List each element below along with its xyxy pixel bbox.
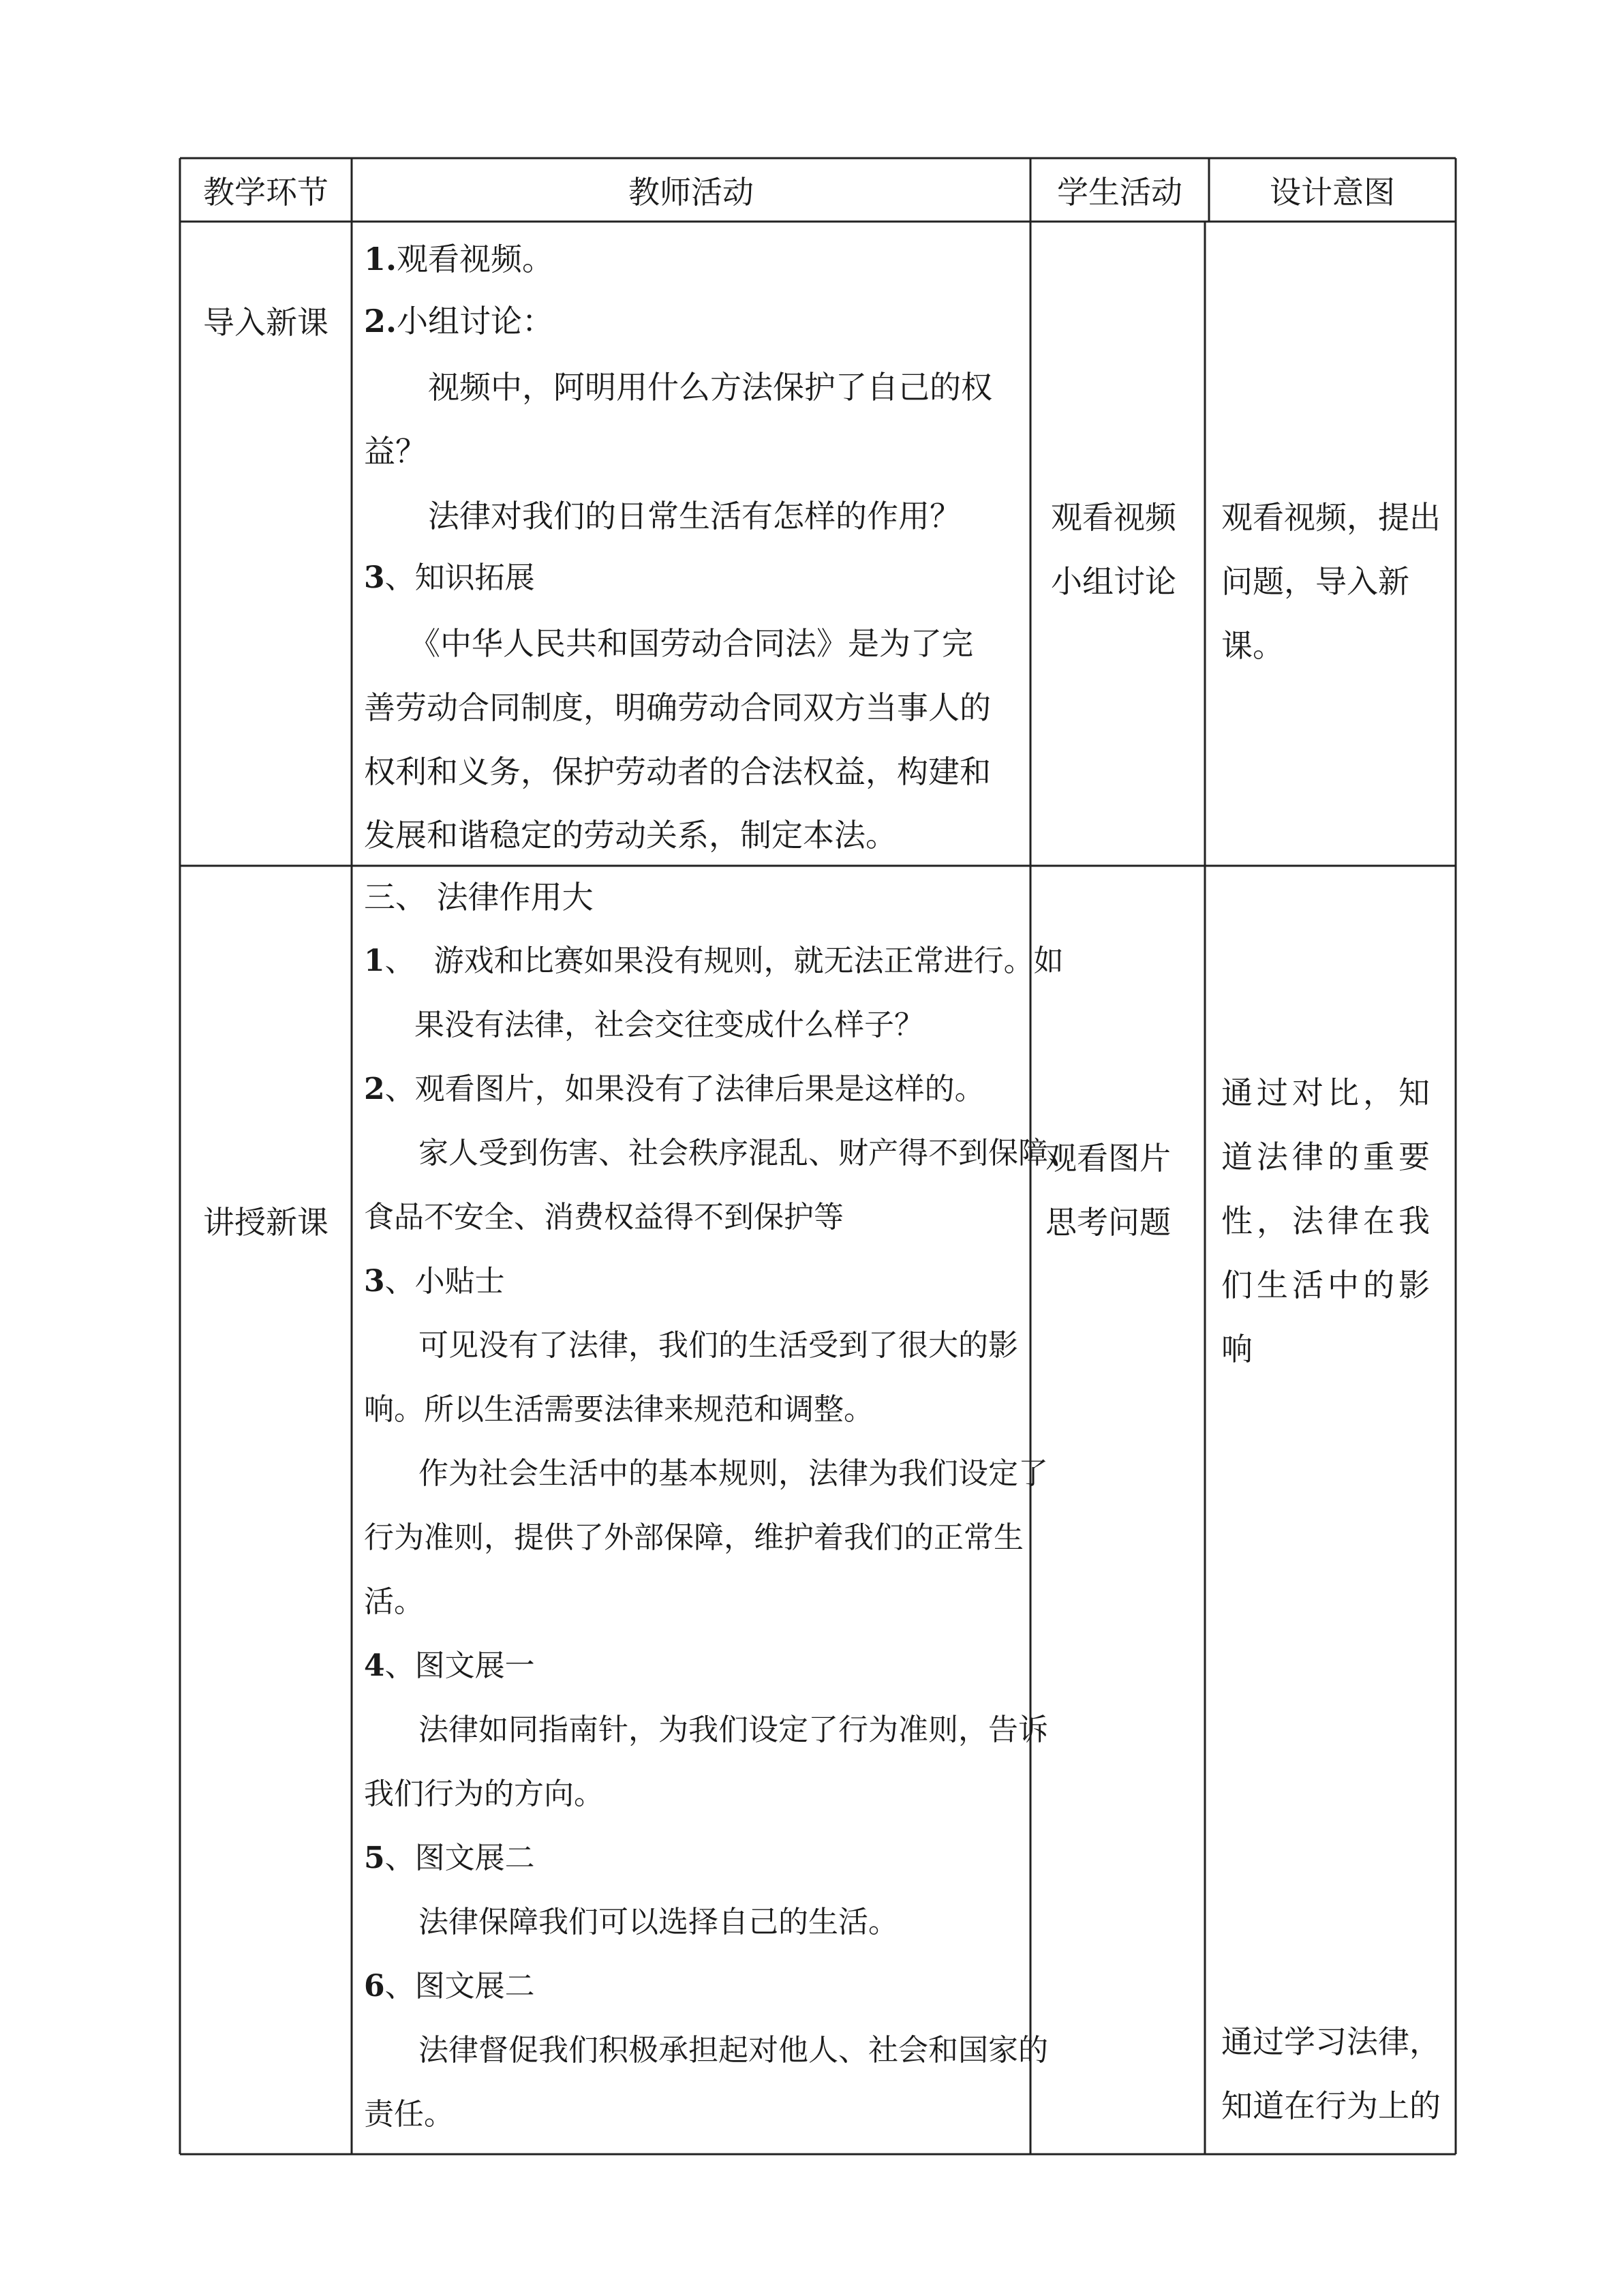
row2-teacher-line: 作为社会生活中的基本规则，法律为我们设定了 xyxy=(418,1456,1048,1491)
row2-teacher-line: 3、小贴士 xyxy=(364,1264,505,1299)
row1-teacher-line: 《中华人民共和国劳动合同法》是为了完 xyxy=(409,625,973,662)
row1-teacher-line: 善劳动合同制度，明确劳动合同双方当事人的 xyxy=(364,689,991,726)
row2-teacher-line: 5、图文展二 xyxy=(364,1841,535,1875)
row2-design-line: 道法律的重要 xyxy=(1221,1138,1434,1175)
row2-design-line: 通过对比，知 xyxy=(1221,1074,1434,1111)
row2-teacher-line: 法律保障我们可以选择自己的生活。 xyxy=(418,1905,898,1939)
row2-design-line: 们生活中的影 xyxy=(1221,1267,1434,1303)
row1-design-line: 观看视频，提出 xyxy=(1221,499,1441,536)
row2-teacher-line: 我们行为的方向。 xyxy=(364,1777,604,1811)
row2-design-line: 响 xyxy=(1221,1331,1253,1368)
row2-teacher-line: 2、观看图片，如果没有了法律后果是这样的。 xyxy=(364,1072,985,1106)
row1-teacher-line: 发展和谐稳定的劳动关系，制定本法。 xyxy=(364,817,897,854)
row1-teacher-line: 3、知识拓展 xyxy=(364,560,535,595)
header-student-label: 学生活动 xyxy=(1057,173,1182,211)
row2-teacher-line: 法律督促我们积极承担起对他人、社会和国家的 xyxy=(418,2033,1048,2068)
row2-teacher-line: 责任。 xyxy=(364,2097,454,2132)
header-teacher-label: 教师活动 xyxy=(628,173,754,211)
row2-teacher-line: 果没有法律，社会交往变成什么样子？ xyxy=(414,1008,924,1042)
row1-teacher-line: 1.观看视频。 xyxy=(364,241,554,277)
row2-teacher-line: 可见没有了法律，我们的生活受到了很大的影 xyxy=(418,1328,1018,1363)
row2-design-line: 通过学习法律， xyxy=(1221,2023,1441,2060)
row1-stage-label: 导入新课 xyxy=(203,304,328,341)
row1-teacher-line: 2.小组讨论： xyxy=(364,303,554,339)
row1-teacher-line: 视频中，阿明用什么方法保护了自己的权 xyxy=(428,369,992,406)
row1-design-line: 课。 xyxy=(1221,627,1284,664)
header-design xyxy=(1209,158,1456,222)
row2-teacher-line: 4、图文展一 xyxy=(364,1648,535,1683)
row2-teacher-line: 活。 xyxy=(364,1584,424,1619)
row1-student-line: 小组讨论 xyxy=(1051,563,1176,600)
row2-teacher-line: 家人受到伤害、社会秩序混乱、财产得不到保障、 xyxy=(418,1136,1078,1170)
row2-design-line: 知道在行为上的 xyxy=(1221,2087,1441,2124)
row2-teacher-line: 响。所以生活需要法律来规范和调整。 xyxy=(364,1392,874,1427)
row1-student-line: 观看视频 xyxy=(1051,499,1176,536)
row2-stage-label: 讲授新课 xyxy=(203,1204,328,1241)
row2-teacher-line: 行为准则，提供了外部保障，维护着我们的正常生 xyxy=(364,1520,1024,1555)
row1-stage xyxy=(180,273,352,368)
row2-student-line: 观看图片 xyxy=(1045,1140,1171,1177)
row2-stage xyxy=(180,1173,352,1268)
row2-student-line: 思考问题 xyxy=(1045,1204,1171,1241)
header-design-label: 设计意图 xyxy=(1270,173,1395,211)
row1-teacher-line: 法律对我们的日常生活有怎样的作用？ xyxy=(428,498,961,534)
row2-teacher-line: 6、图文展二 xyxy=(364,1969,535,2004)
row2-teacher-line: 三、 法律作用大 xyxy=(364,879,594,916)
row2-teacher-line: 食品不安全、消费权益得不到保护等 xyxy=(364,1200,844,1235)
row1-teacher-line: 权利和义务，保护劳动者的合法权益，构建和 xyxy=(364,753,991,790)
row2-design-line: 性，法律在我 xyxy=(1221,1203,1434,1239)
row2-teacher-line: 1、 游戏和比赛如果没有规则，就无法正常进行。如 xyxy=(364,943,1064,978)
header-stage xyxy=(180,158,352,222)
row2-teacher-line: 法律如同指南针，为我们设定了行为准则，告诉 xyxy=(418,1712,1048,1747)
header-student xyxy=(1030,158,1209,222)
header-stage-label: 教学环节 xyxy=(203,173,328,211)
row1-teacher-line: 益？ xyxy=(364,433,427,470)
header-teacher xyxy=(352,158,1030,222)
row1-design-line: 问题，导入新 xyxy=(1221,563,1409,600)
